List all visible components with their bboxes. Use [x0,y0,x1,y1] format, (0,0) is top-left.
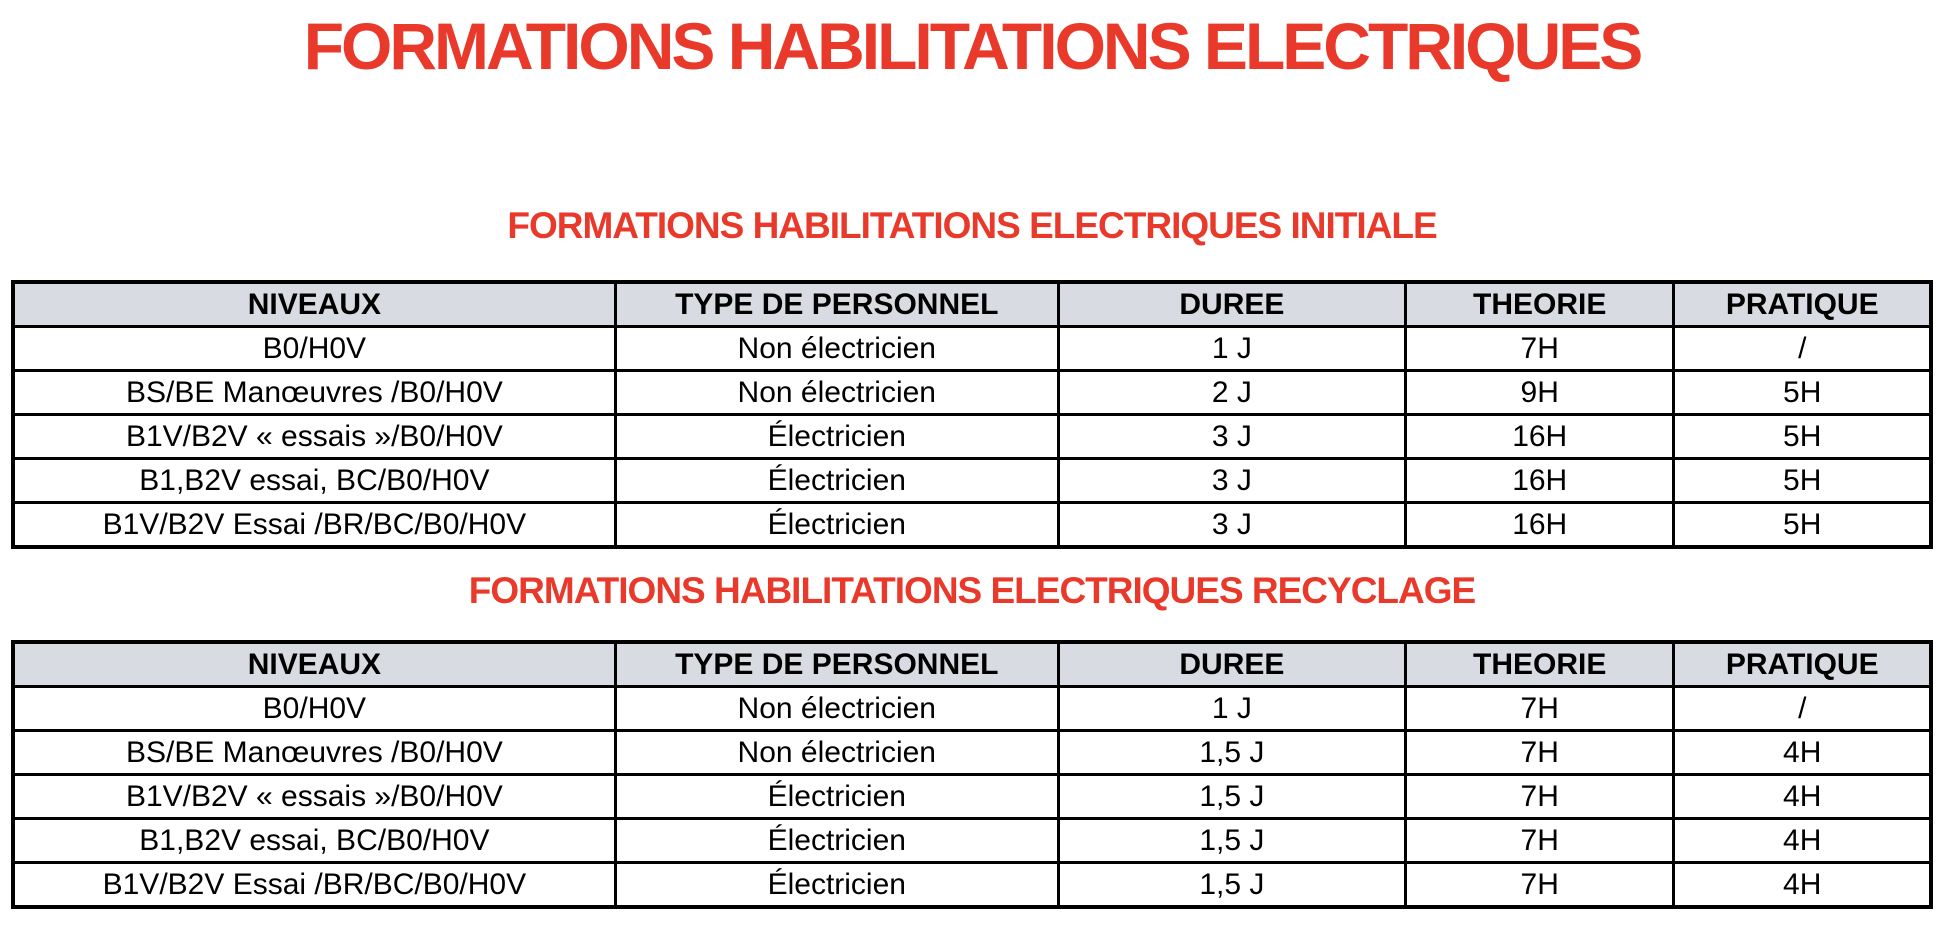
table-row [13,731,1931,775]
table-formations-recyclage [11,640,1933,909]
table-cell: 5H [1674,415,1931,459]
table-cell: 4H [1674,863,1931,908]
table-cell: Non électricien [615,687,1058,731]
table-cell: 16H [1405,503,1674,548]
section-heading-initiale: FORMATIONS HABILITATIONS ELECTRIQUES INITIALE [507,205,1437,246]
column-header: TYPE DE PERSONNEL [615,282,1058,327]
section-heading-recyclage: FORMATIONS HABILITATIONS ELECTRIQUES RECYCLAGE [468,570,1476,611]
column-header: THEORIE [1405,282,1674,327]
table-header-row [13,642,1931,687]
table-cell: Non électricien [615,731,1058,775]
table-cell: 3 J [1058,415,1405,459]
page-title: FORMATIONS HABILITATIONS ELECTRIQUES [303,9,1641,83]
table-row [13,371,1931,415]
table-cell: / [1674,327,1931,371]
table-cell: 4H [1674,819,1931,863]
column-header: PRATIQUE [1674,642,1931,687]
column-header: DUREE [1058,642,1405,687]
table-cell: B1V/B2V Essai /BR/BC/B0/H0V [13,503,615,548]
table-cell: 3 J [1058,503,1405,548]
table-cell: 1 J [1058,327,1405,371]
table-cell: B1V/B2V « essais »/B0/H0V [13,775,615,819]
table-cell: 7H [1405,731,1674,775]
section-recyclage [0,569,1944,909]
table-header-row [13,282,1931,327]
table-cell: 4H [1674,731,1931,775]
table-cell: 16H [1405,415,1674,459]
table-row [13,327,1931,371]
table-cell: 1,5 J [1058,731,1405,775]
table-cell: BS/BE Manœuvres /B0/H0V [13,731,615,775]
table-cell: 7H [1405,327,1674,371]
section-initiale [0,204,1944,549]
table-cell: B1V/B2V Essai /BR/BC/B0/H0V [13,863,615,908]
table-cell: 5H [1674,371,1931,415]
table-cell: 1,5 J [1058,819,1405,863]
table-cell: 1,5 J [1058,775,1405,819]
table-cell: B0/H0V [13,687,615,731]
table-cell: Non électricien [615,327,1058,371]
table-cell: BS/BE Manœuvres /B0/H0V [13,371,615,415]
column-header: NIVEAUX [13,282,615,327]
table-formations-initiale [11,280,1933,549]
table-row [13,459,1931,503]
table-cell: 5H [1674,503,1931,548]
column-header: PRATIQUE [1674,282,1931,327]
column-header: TYPE DE PERSONNEL [615,642,1058,687]
column-header: THEORIE [1405,642,1674,687]
table-row [13,863,1931,908]
table-cell: Électricien [615,819,1058,863]
table-row [13,503,1931,548]
table-cell: 7H [1405,863,1674,908]
table-row [13,415,1931,459]
table-cell: Électricien [615,503,1058,548]
column-header: DUREE [1058,282,1405,327]
table-cell: B0/H0V [13,327,615,371]
table-cell: Électricien [615,863,1058,908]
table-cell: 1 J [1058,687,1405,731]
table-cell: 3 J [1058,459,1405,503]
table-cell: 1,5 J [1058,863,1405,908]
table-cell: B1V/B2V « essais »/B0/H0V [13,415,615,459]
table-cell: 7H [1405,819,1674,863]
table-cell: B1,B2V essai, BC/B0/H0V [13,819,615,863]
table-cell: Électricien [615,775,1058,819]
table-row [13,819,1931,863]
table-row [13,775,1931,819]
table-cell: 5H [1674,459,1931,503]
table-cell: 7H [1405,687,1674,731]
table-cell: / [1674,687,1931,731]
table-cell: Non électricien [615,371,1058,415]
table-cell: 2 J [1058,371,1405,415]
table-cell: 9H [1405,371,1674,415]
table-cell: 16H [1405,459,1674,503]
table-cell: Électricien [615,415,1058,459]
column-header: NIVEAUX [13,642,615,687]
table-cell: Électricien [615,459,1058,503]
table-cell: 7H [1405,775,1674,819]
table-cell: 4H [1674,775,1931,819]
table-row [13,687,1931,731]
table-cell: B1,B2V essai, BC/B0/H0V [13,459,615,503]
